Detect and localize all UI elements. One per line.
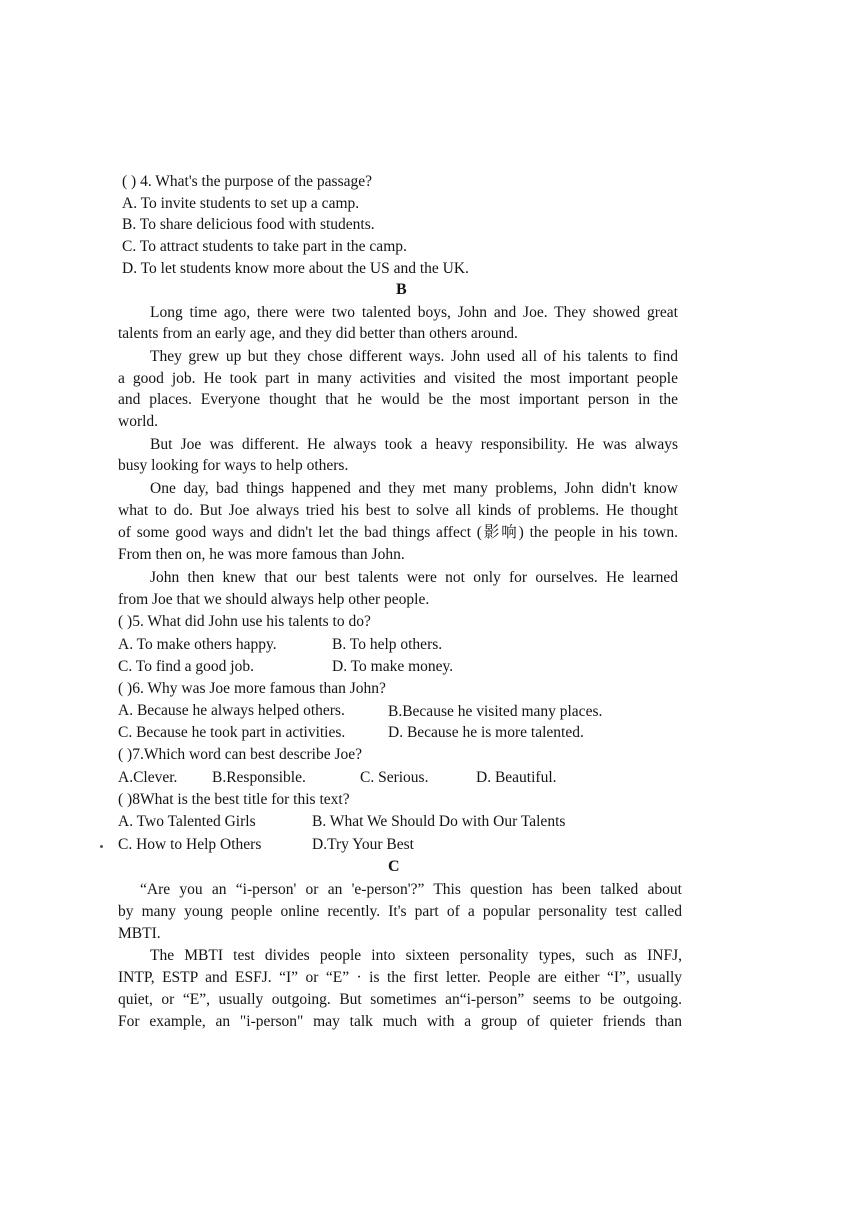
passage-c-line: The MBTI test divides people into sixteen personality types, such as INFJ, <box>150 947 682 964</box>
q4-option-d: D. To let students know more about the US and the UK. <box>122 260 469 277</box>
q6-option-d: D. Because he is more talented. <box>388 724 584 741</box>
q4-option-c: C. To attract students to take part in the camp. <box>122 238 407 255</box>
question-6: ( )6. Why was Joe more famous than John? <box>118 680 386 697</box>
q8-option-a: A. Two Talented Girls <box>118 813 256 830</box>
q7-option-c: C. Serious. <box>360 769 429 786</box>
section-b-heading: B <box>396 281 407 298</box>
passage-b-line: a good job. He took part in many activities and visited the most important people <box>118 370 678 387</box>
question-7: ( )7.Which word can best describe Joe? <box>118 746 363 763</box>
scan-speck <box>100 845 103 848</box>
q4-option-b: B. To share delicious food with students. <box>122 216 375 233</box>
passage-b-line: But Joe was different. He always took a heavy responsibility. He was always <box>150 436 678 453</box>
passage-b-line: and places. Everyone thought that he would be the most important person in the <box>118 391 678 408</box>
question-8: ( )8What is the best title for this text? <box>118 791 350 808</box>
q8-option-b: B. What We Should Do with Our Talents <box>312 813 566 830</box>
passage-b-line: from Joe that we should always help other people. <box>118 591 430 608</box>
passage-b-line: busy looking for ways to help others. <box>118 457 349 474</box>
question-5: ( )5. What did John use his talents to do? <box>118 613 371 630</box>
q6-option-c: C. Because he took part in activities. <box>118 724 346 741</box>
q8-option-c: C. How to Help Others <box>118 836 262 853</box>
passage-c-line: MBTI. <box>118 925 161 942</box>
passage-c-line: quiet, or “E”, usually outgoing. But sometimes an“i-person” seems to be outgoing. <box>118 991 682 1008</box>
passage-b-line: Long time ago, there were two talented boys, John and Joe. They showed great <box>150 304 678 321</box>
q8-option-d: D.Try Your Best <box>312 836 414 853</box>
passage-c-line: by many young people online recently. It's part of a popular personality test called <box>118 903 682 920</box>
passage-b-line: what to do. But Joe always tried his best to solve all kinds of problems. He thought <box>118 502 678 519</box>
passage-c-line: “Are you an “i-person' or an 'e-person'?” This question has been talked about <box>140 881 682 898</box>
q5-option-d: D. To make money. <box>332 658 454 675</box>
passage-b-line: One day, bad things happened and they met many problems, John didn't know <box>150 480 678 497</box>
q6-option-b: B.Because he visited many places. <box>388 703 603 720</box>
q4-option-a: A. To invite students to set up a camp. <box>122 195 360 212</box>
passage-b-line: of some good ways and didn't let the bad things affect (影响) the people in his town. <box>118 524 678 541</box>
q6-option-a: A. Because he always helped others. <box>118 702 345 719</box>
passage-b-line: talents from an early age, and they did better than others around. <box>118 325 518 342</box>
passage-b-line: They grew up but they chose different ways. John used all of his talents to find <box>150 348 678 365</box>
passage-c-line: INTP, ESTP and ESFJ. “I” or “E” · is the first letter. People are either “I”, usually <box>118 969 682 986</box>
passage-b-line: world. <box>118 413 159 430</box>
q7-option-b: B.Responsible. <box>212 769 306 786</box>
q7-option-a: A.Clever. <box>118 769 178 786</box>
q5-option-a: A. To make others happy. <box>118 636 277 653</box>
q7-option-d: D. Beautiful. <box>476 769 557 786</box>
passage-c-line: For example, an "i-person" may talk much with a group of quieter friends than <box>118 1013 682 1030</box>
question-4: ( ) 4. What's the purpose of the passage? <box>122 173 372 190</box>
passage-b-line: From then on, he was more famous than John. <box>118 546 405 563</box>
q5-option-b: B. To help others. <box>332 636 443 653</box>
q5-option-c: C. To find a good job. <box>118 658 254 675</box>
passage-b-line: John then knew that our best talents were not only for ourselves. He learned <box>150 569 678 586</box>
section-c-heading: C <box>388 858 400 875</box>
